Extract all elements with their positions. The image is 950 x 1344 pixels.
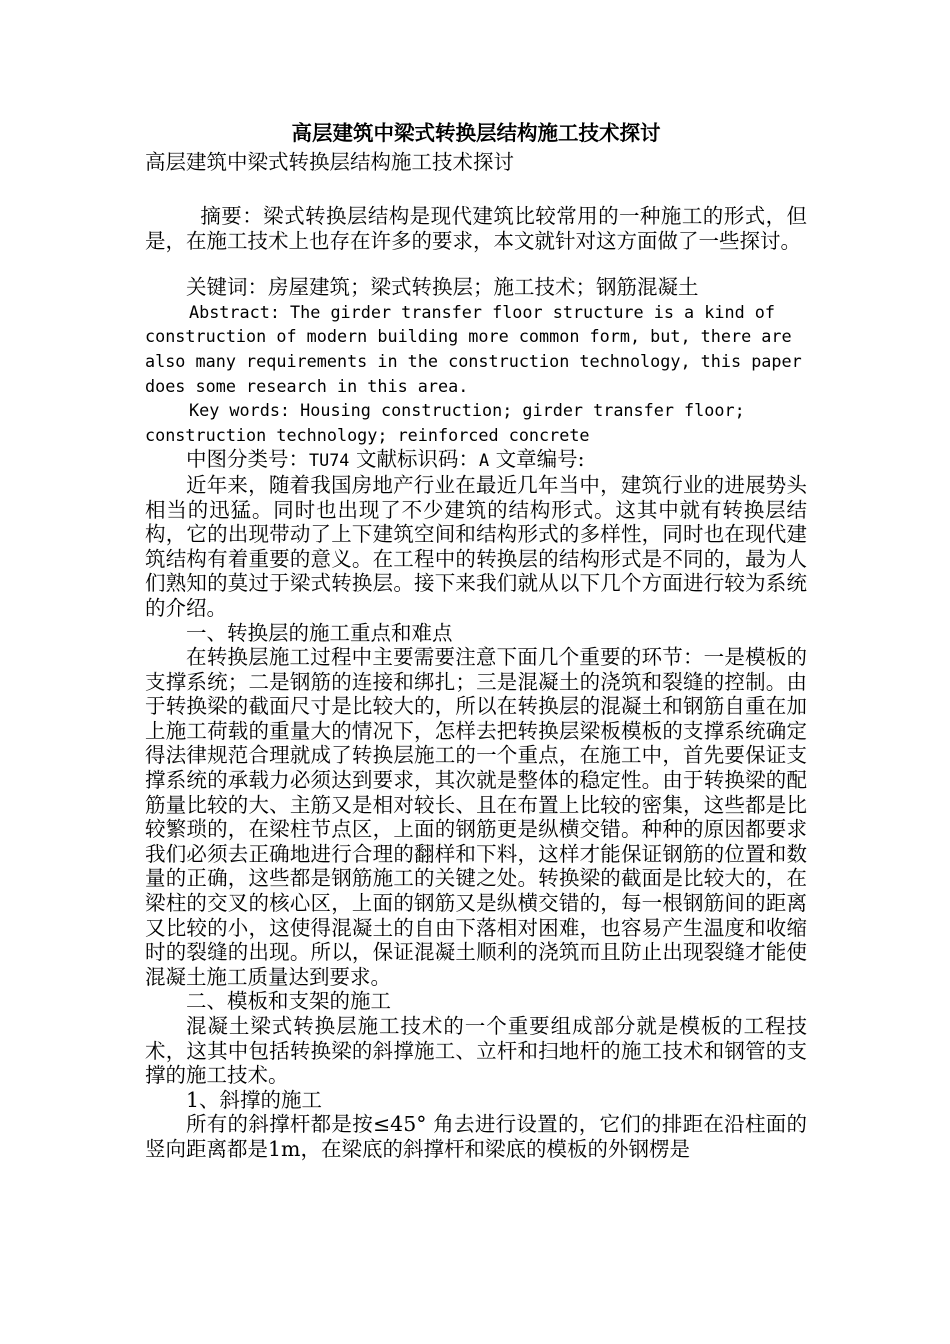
document-page [145, 118, 807, 1162]
keywords-zh: 关键词：房屋建筑；梁式转换层；施工技术；钢筋混凝土 [186, 275, 699, 300]
article-no-label: 文章编号: [489, 447, 585, 472]
intro-paragraph: 近年来，随着我国房地产行业在最近几年当中，建筑行业的进展势头相当的迅猛。同时也出现了不少建筑的结构形式。这其中就有转换层结构，它的出现带动了上下建筑空间和结构形式的多样性，同时也在现代建筑结构有着重要的意义。在工程中的转换层的结构形式是不同的，最为人们熟知的莫过于梁式转换层。接下来我们就从以下几个方面进行较为系统的介绍。 [145, 472, 807, 620]
section1-paragraph: 在转换层施工过程中主要需要注意下面几个重要的环节：一是模板的支撑系统；二是钢筋的连接和绑扎；三是混凝土的浇筑和裂缝的控制。由于转换梁的截面尺寸是比较大的，所以在转换层的混凝土和钢筋自重在加上施工荷载的重量大的情况下，怎样去把转换层梁板模板的支撑系统确定得法律规范合理就成了转换层施工的一个重点，在施工中，首先要保证支撑系统的承载力必须达到要求，其次就是整体的稳定性。由于转换梁的配筋量比较的大、主筋又是相对较长、且在布置上比较的密集，这些都是比较繁琐的，在梁柱节点区，上面的钢筋更是纵横交错。种种的原因都要求我们必须去正确地进行合理的翻样和下料，这样才能保证钢筋的位置和数量的正确，这些都是钢筋施工的关键之处。转换梁的截面是比较大的，在梁柱的交叉的核心区，上面的钢筋又是纵横交错的，每一根钢筋间的距离又比较的小，这使得混凝土的自由下落相对困难，也容易产生温度和收缩时的裂缝的出现。所以，保证混凝土顺利的浇筑而且防止出现裂缝才能使混凝土施工质量达到要求。 [145, 645, 807, 989]
document-subtitle: 高层建筑中梁式转换层结构施工技术探讨 [145, 150, 514, 174]
doc-code-label: 文献标识码： [349, 447, 479, 472]
abstract-en: Abstract: The girder transfer floor structure is a kind of construction of modern building more common form, but, there are also many requirements in the construction technology, this paper does some research in this area. [145, 301, 802, 396]
section1-heading: 一、转换层的施工重点和难点 [186, 620, 453, 645]
section2-paragraph: 混凝土梁式转换层施工技术的一个重要组成部分就是模板的工程技术，这其中包括转换梁的斜撑施工、立杆和扫地杆的施工技术和钢管的支撑的施工技术。 [145, 1014, 807, 1088]
document-title: 高层建筑中梁式转换层结构施工技术探讨 [291, 121, 661, 145]
abstract-zh: 摘要：梁式转换层结构是现代建筑比较常用的一种施工的形式，但是，在施工技术上也存在许多的要求，本文就针对这方面做了一些探讨。 [145, 204, 807, 253]
keywords-en: Key words: Housing construction; girder transfer floor; construction technology; reinforced concrete [145, 400, 745, 445]
doc-code: A [478, 450, 490, 471]
section2-1-heading: 1、斜撑的施工 [186, 1087, 323, 1112]
section2-1-paragraph: 所有的斜撑杆都是按≤45° 角去进行设置的，它们的排距在沿柱面的竖向距离都是1m，在梁底的斜撑杆和梁底的模板的外钢楞是 [145, 1112, 807, 1161]
classification-line [145, 447, 807, 473]
classification-label: 中图分类号： [186, 447, 309, 472]
classification-code: TU74 [309, 450, 350, 471]
section2-heading: 二、模板和支架的施工 [186, 989, 391, 1014]
